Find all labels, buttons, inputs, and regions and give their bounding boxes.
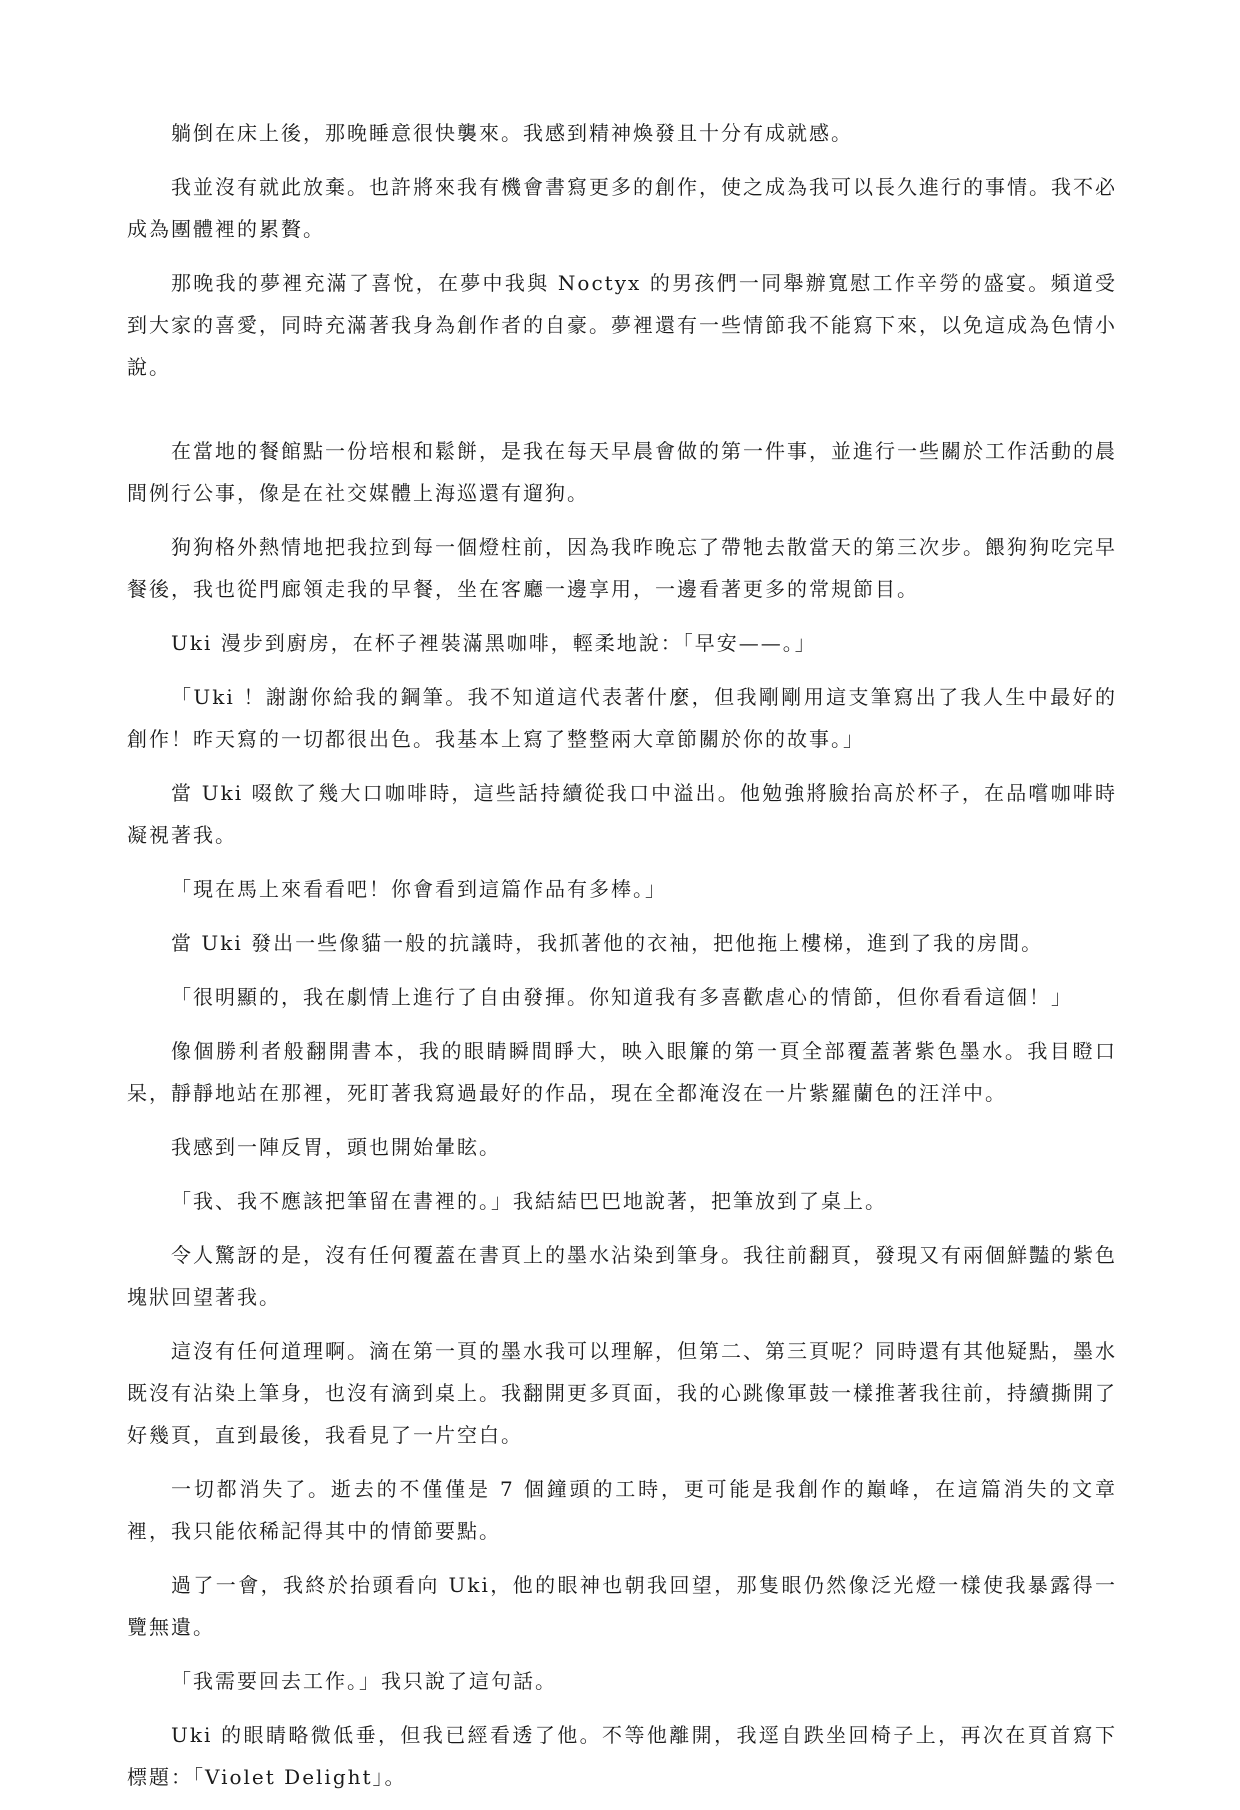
paragraph: 「現在馬上來看看吧！你會看到這篇作品有多棒。」 — [171, 877, 667, 901]
paragraph: 「很明顯的，我在劇情上進行了自由發揮。你知道我有多喜歡虐心的情節，但你看看這個！」 — [171, 985, 1073, 1009]
paragraph: 「Uki ！謝謝你給我的鋼筆。我不知道這代表著什麼，但我剛剛用這支筆寫出了我人生中最好的創作！昨天寫的一切都很出色。我基本上寫了整整兩大章節關於你的故事。」 — [127, 685, 1117, 751]
paragraph: 我感到一陣反胃，頭也開始暈眩。 — [171, 1135, 501, 1159]
document-page — [127, 112, 1117, 1810]
paragraph: 這沒有任何道理啊。滴在第一頁的墨水我可以理解，但第二、第三頁呢？同時還有其他疑點，墨水既沒有沾染上筆身，也沒有滴到桌上。我翻開更多頁面，我的心跳像軍鼓一樣推著我往前，持續撕開了好幾頁，直到最後，我看見了一片空白。 — [127, 1339, 1117, 1447]
paragraph: 過了一會，我終於抬頭看向 Uki，他的眼神也朝我回望，那隻眼仍然像泛光燈一樣使我暴露得一覽無遺。 — [127, 1573, 1117, 1639]
paragraph: 那晚我的夢裡充滿了喜悅，在夢中我與 Noctyx 的男孩們一同舉辦寬慰工作辛勞的盛宴。頻道受到大家的喜愛，同時充滿著我身為創作者的自豪。夢裡還有一些情節我不能寫下來，以免這成為色情小說。 — [127, 271, 1117, 379]
paragraph: 當 Uki 發出一些像貓一般的抗議時，我抓著他的衣袖，把他拖上樓梯，進到了我的房間。 — [171, 931, 1044, 955]
paragraph: 「我需要回去工作。」我只說了這句話。 — [171, 1669, 557, 1693]
paragraph: 一切都消失了。逝去的不僅僅是 7 個鐘頭的工時，更可能是我創作的巔峰，在這篇消失的文章裡，我只能依稀記得其中的情節要點。 — [127, 1477, 1117, 1543]
paragraph: Uki 的眼睛略微低垂，但我已經看透了他。不等他離開，我逕自跌坐回椅子上，再次在頁首寫下標題：「Violet Delight」。 — [127, 1723, 1117, 1789]
paragraph: 在當地的餐館點一份培根和鬆餅，是我在每天早晨會做的第一件事，並進行一些關於工作活動的晨間例行公事，像是在社交媒體上海巡還有遛狗。 — [127, 439, 1117, 505]
paragraph: 令人驚訝的是，沒有任何覆蓋在書頁上的墨水沾染到筆身。我往前翻頁，發現又有兩個鮮豔的紫色塊狀回望著我。 — [127, 1243, 1117, 1309]
paragraph: 狗狗格外熱情地把我拉到每一個燈柱前，因為我昨晚忘了帶牠去散當天的第三次步。餵狗狗吃完早餐後，我也從門廊領走我的早餐，坐在客廳一邊享用，一邊看著更多的常規節目。 — [127, 535, 1117, 601]
paragraph: 當 Uki 啜飲了幾大口咖啡時，這些話持續從我口中溢出。他勉強將臉抬高於杯子，在品嚐咖啡時凝視著我。 — [127, 781, 1117, 847]
paragraph: 我並沒有就此放棄。也許將來我有機會書寫更多的創作，使之成為我可以長久進行的事情。我不必成為團體裡的累贅。 — [127, 175, 1117, 241]
paragraph: Uki 漫步到廚房，在杯子裡裝滿黑咖啡，輕柔地說：「早安——。」 — [171, 631, 817, 655]
paragraph: 躺倒在床上後，那晚睡意很快襲來。我感到精神煥發且十分有成就感。 — [171, 121, 853, 145]
paragraph: 「我、我不應該把筆留在書裡的。」我結結巴巴地說著，把筆放到了桌上。 — [171, 1189, 887, 1213]
paragraph: 像個勝利者般翻開書本，我的眼睛瞬間睜大，映入眼簾的第一頁全部覆蓋著紫色墨水。我目瞪口呆，靜靜地站在那裡，死盯著我寫過最好的作品，現在全都淹沒在一片紫羅蘭色的汪洋中。 — [127, 1039, 1117, 1105]
